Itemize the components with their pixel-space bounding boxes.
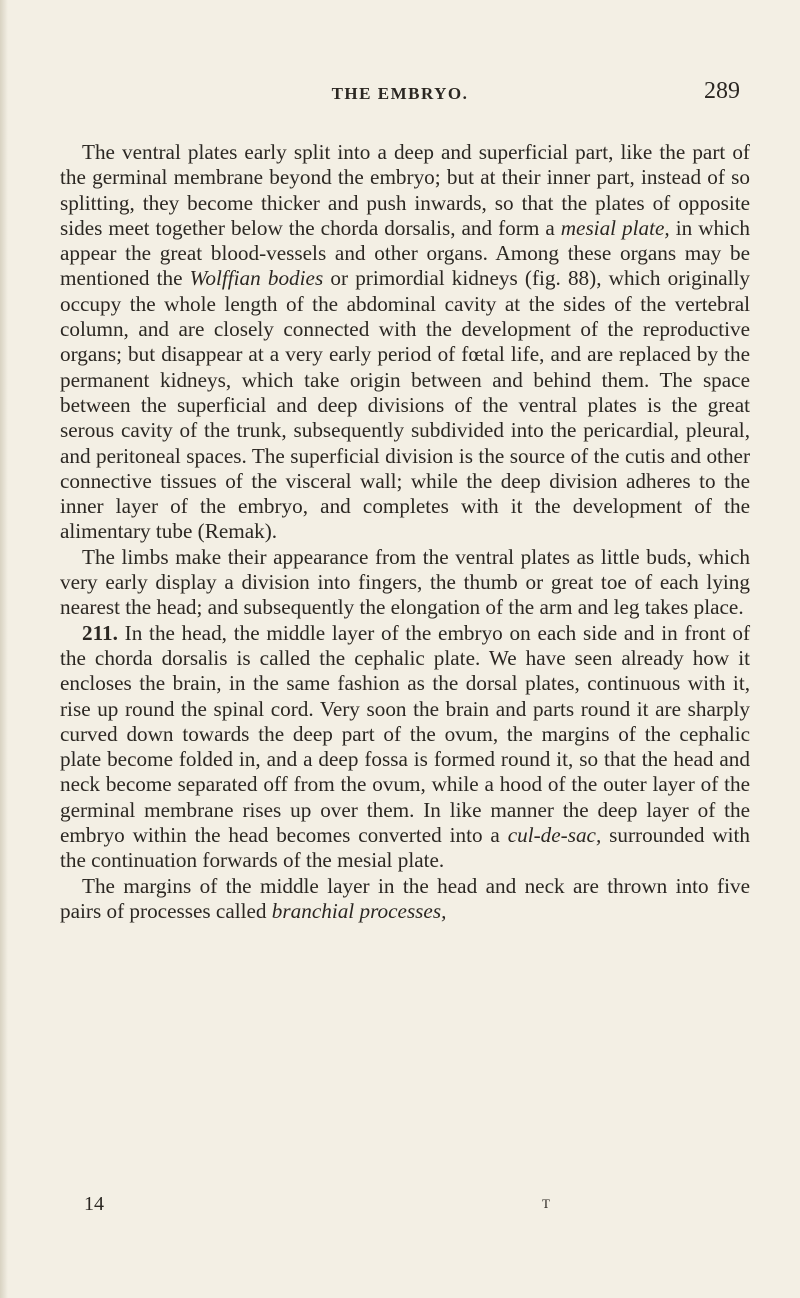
catchmark: T bbox=[542, 1196, 550, 1211]
text-run: surrounded with the continuation forwards of the mesial plate. bbox=[60, 823, 750, 873]
paragraph-ventral-plates bbox=[60, 140, 750, 545]
running-head: THE EMBRYO. bbox=[331, 84, 469, 103]
text-run: The ventral plates early split into a deep and superficial part, like the part of the germinal membrane beyond the embryo; but at their inner part, instead of so splitting, they become thicker and push inwards, so that the plates of opposite sides meet together below the chorda dorsalis, and form a bbox=[60, 140, 750, 240]
term-wolffian-bodies: Wolffian bodies bbox=[189, 266, 324, 291]
body-text bbox=[60, 140, 750, 924]
signature-mark: 14 bbox=[84, 1193, 104, 1215]
text-run: The margins of the middle layer in the head and neck are thrown into five pairs of processes called bbox=[60, 873, 750, 923]
page-header bbox=[60, 78, 740, 108]
text-run: In the head, the middle layer of the embryo on each side and in front of the chorda dorsalis is called the cephalic plate. We have seen already how it encloses the brain, in the same fashion as the dorsal plates, continuous with it, rise up round the spinal cord. Very soon the brain and parts round it are sharply curved down towards the deep part of the ovum, the margins of the cephalic plate become folded in, and a deep fossa is formed round it, so that the head and neck become separated off from the ovum, while a hood of the outer layer of the germinal membrane rises up over them. In like manner the deep layer of the embryo within the head becomes converted into a bbox=[60, 620, 750, 848]
term-cul-de-sac: cul-de-sac, bbox=[507, 823, 602, 848]
paragraph-limbs: The limbs make their appearance from the ventral plates as little buds, which very early display a division into fingers, the thumb or great toe of each lying nearest the head; and subsequently the elongation of the arm and leg takes place. bbox=[60, 544, 750, 620]
text-run: or primordial kidneys (fig. 88), which originally occupy the whole length of the abdominal cavity at the sides of the vertebral column, and are closely connected with the development of the reproductive organs; but disappear at a very early period of fœtal life, and are replaced by the permanent kidneys, which take origin between and behind them. The space between the superficial and deep divisions of the ventral plates is the great serous cavity of the trunk, subsequently subdivided into the pericardial, pleural, and peritoneal spaces. The superficial division is the source of the cutis and other connective tissues of the visceral wall; while the deep division adheres to the inner layer of the embryo, and completes with it the development of the alimentary tube (Remak). bbox=[60, 266, 750, 544]
page-edge bbox=[0, 0, 8, 1298]
page-footer bbox=[60, 1193, 750, 1223]
section-number: 211. bbox=[82, 620, 118, 645]
paragraph-211 bbox=[60, 621, 750, 874]
term-branchial-processes: branchial processes, bbox=[271, 898, 447, 923]
page-number: 289 bbox=[704, 78, 740, 104]
paragraph-branchial bbox=[60, 874, 750, 925]
text-run: in which appear the great blood-vessels and other organs. Among these organs may be mentioned the bbox=[60, 215, 751, 291]
term-mesial-plate: mesial plate, bbox=[560, 215, 670, 240]
